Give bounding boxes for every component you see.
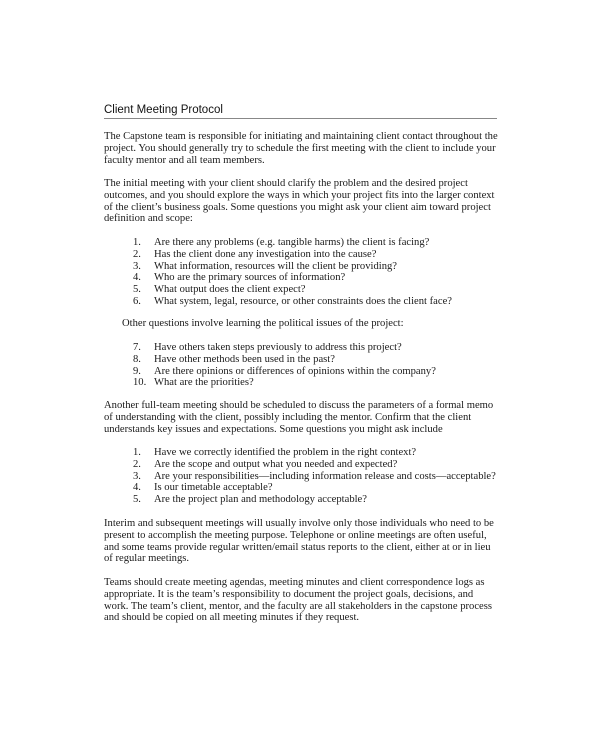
- list-item: [104, 377, 499, 389]
- list-item: [104, 261, 499, 273]
- list-item: [104, 284, 499, 296]
- list-item-text: Have other methods been used in the past?: [154, 353, 335, 365]
- list-item-number: 4.: [133, 482, 141, 494]
- list-item-number: 4.: [133, 272, 141, 284]
- list-item-number: 3.: [133, 260, 141, 272]
- list-item-text: Who are the primary sources of information?: [154, 272, 346, 284]
- list-item-text: Are the scope and output what you needed and expected?: [154, 458, 398, 470]
- title-underline: [104, 118, 497, 119]
- initial-meeting-paragraph: The initial meeting with your client should clarify the problem and the desired project outcomes, and you should explore the ways in which your project fits into the larger context of the client’s business goals. Some questions you might ask your client aim toward project definition and scope:: [104, 178, 495, 225]
- list-item: [104, 494, 499, 506]
- full-team-meeting-paragraph: Another full-team meeting should be scheduled to discuss the parameters of a formal memo of understanding with the client, possibly including the mentor. Confirm that the client understands key issues and expectations. Some questions you might ask include: [104, 400, 494, 435]
- list-item-number: 2.: [133, 248, 141, 260]
- list-item: [104, 296, 499, 308]
- list-item-text: What are the priorities?: [154, 377, 254, 389]
- list-item: [104, 237, 499, 249]
- list-item: [104, 249, 499, 261]
- list-item-number: 10.: [133, 377, 147, 389]
- definition-questions-list: [104, 237, 499, 308]
- meeting-documentation-paragraph: Teams should create meeting agendas, meeting minutes and client correspondence logs as appropriate. It is the team’s responsibility to document the project goals, decisions, and work. The team’s client, mentor, and the faculty are all stakeholders in the capstone process and should be copied on all meeting minutes if they request.: [104, 577, 492, 624]
- list-item-text: Are there opinions or differences of opinions within the company?: [154, 365, 436, 377]
- list-item-text: Are your responsibilities—including information release and costs—acceptable?: [154, 470, 496, 482]
- list-item-number: 9.: [133, 365, 141, 377]
- interim-meetings-paragraph: Interim and subsequent meetings will usually involve only those individuals who need to be present to accomplish the meeting purpose. Telephone or online meetings are often useful, and some teams provide regular written/email status reports to the client, either at or in lieu of regular meetings.: [104, 518, 494, 565]
- list-item-text: Has the client done any investigation into the cause?: [154, 248, 377, 260]
- list-item-text: Have we correctly identified the problem in the right context?: [154, 447, 417, 458]
- list-item: [104, 342, 499, 354]
- list-item: [104, 272, 499, 284]
- list-item-number: 5.: [133, 284, 141, 296]
- list-item: [104, 354, 499, 366]
- document-title: Client Meeting Protocol: [104, 104, 223, 116]
- political-issues-paragraph: Other questions involve learning the political issues of the project:: [122, 318, 404, 329]
- intro-paragraph: The Capstone team is responsible for initiating and maintaining client contact throughout the project. You should generally try to schedule the first meeting with the client to include your faculty mentor and all team members.: [104, 131, 498, 166]
- list-item-text: What system, legal, resource, or other constraints does the client face?: [154, 295, 452, 307]
- list-item-text: What output does the client expect?: [154, 284, 306, 296]
- list-item: [104, 459, 499, 471]
- list-item: [104, 471, 499, 483]
- list-item-text: Are the project plan and methodology acceptable?: [154, 494, 367, 506]
- list-item-number: 1.: [133, 447, 141, 458]
- political-questions-list: [104, 342, 499, 389]
- list-item-number: 5.: [133, 494, 141, 506]
- list-item: [104, 366, 499, 378]
- list-item-number: 8.: [133, 353, 141, 365]
- list-item-number: 2.: [133, 458, 141, 470]
- list-item-text: What information, resources will the client be providing?: [154, 260, 397, 272]
- list-item-text: Have others taken steps previously to address this project?: [154, 342, 402, 353]
- list-item-text: Is our timetable acceptable?: [154, 482, 273, 494]
- understanding-questions-list: [104, 447, 499, 506]
- list-item: [104, 447, 499, 459]
- list-item-number: 1.: [133, 237, 141, 248]
- list-item-number: 7.: [133, 342, 141, 353]
- list-item-text: Are there any problems (e.g. tangible harms) the client is facing?: [154, 237, 430, 248]
- list-item: [104, 482, 499, 494]
- list-item-number: 6.: [133, 295, 141, 307]
- list-item-number: 3.: [133, 470, 141, 482]
